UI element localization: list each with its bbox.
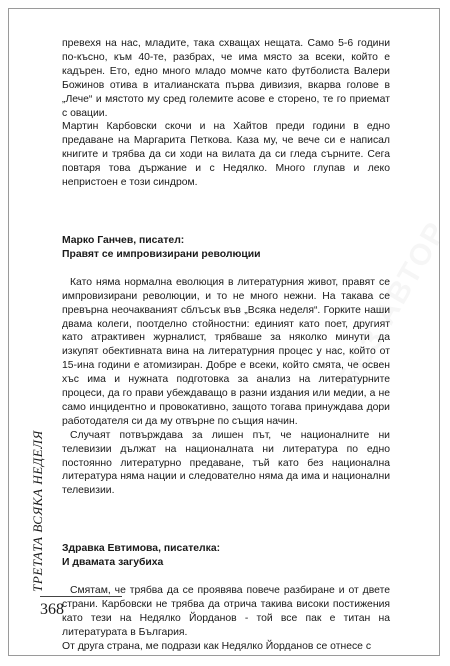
paragraph: Случаят потвърждава за лишен път, че националните ни телевизии дължат на националната ни литература по едно постоянно литературно предаване, тъй като без национална литература няма нации и следователно няма да има и национални телевизии. [62,429,390,497]
section-title: И двамата загубиха [62,557,164,569]
section-gap [62,190,390,234]
page-body [62,37,390,654]
section-gap [62,262,390,276]
paragraph: Смятам, че трябва да се проявява повече разбиране и от двете страни. Карбовски не трябва да отрича такива високи постижения като тези на Недялко Йорданов - той все пак е титан на литературата в България. [62,585,390,638]
section-gap [62,570,390,584]
paragraph: Като няма нормална еволюция в литературния живот, правят се импровизирани революции, и то не много нежни. На такава се превърна неочакваният сблъсък във „Всяка неделя“. Горките наши двама колеги, поотделно стойностни: единият като поет, другият като атрактивен журналист, трябваше за няколко минути да изкупят обективната вина на литературния процес у нас, който от 15-ина години е атомизиран. Добре е всеки, който смята, че освен хъс има и нужната подготовка за анализ на литературните процеси, да го прави убеждаващо в разни издания или медии, а не само инцидентно и провокативно, защото тогава принуждава дори работодателя си да му отвърне по същия начин. [62,276,390,427]
section-gap [62,498,390,542]
paragraph: превехя на нас, младите, така схващах нещата. Само 5-6 години по-късно, към 40-те, разбрах, че има място за всеки, който е кадърен. Ето, едно много младо момче като футболиста Валери Божинов отива в италианската първа дивизия, вкарва голове в „Лече“ и мястото му сред големите асове е сторено, те го приемат с овации. [62,38,390,119]
section-author: Марко Ганчев, писател: [62,234,185,246]
footer-rule [40,596,122,597]
paragraph: От друга страна, ме подрази как Недялко Йорданов се отнесе с [62,640,372,652]
section-title: Правят се импровизирани революции [62,248,261,260]
running-title: ТРЕТАТА ВСЯКА НЕДЕЛЯ [30,430,45,592]
paragraph: Мартин Карбовски скочи и на Хайтов преди години в едно предаване на Маргарита Петкова. Каза му, че вече си е написал книгите и трябва да си ходи на вилата да си гледа сърните. Сега повтаря това държание и с Недялко. Много глупав и леко непристоен е този синдром. [62,121,390,189]
page-number: 368 [40,601,64,618]
section-author: Здравка Евтимова, писателка: [62,543,221,555]
